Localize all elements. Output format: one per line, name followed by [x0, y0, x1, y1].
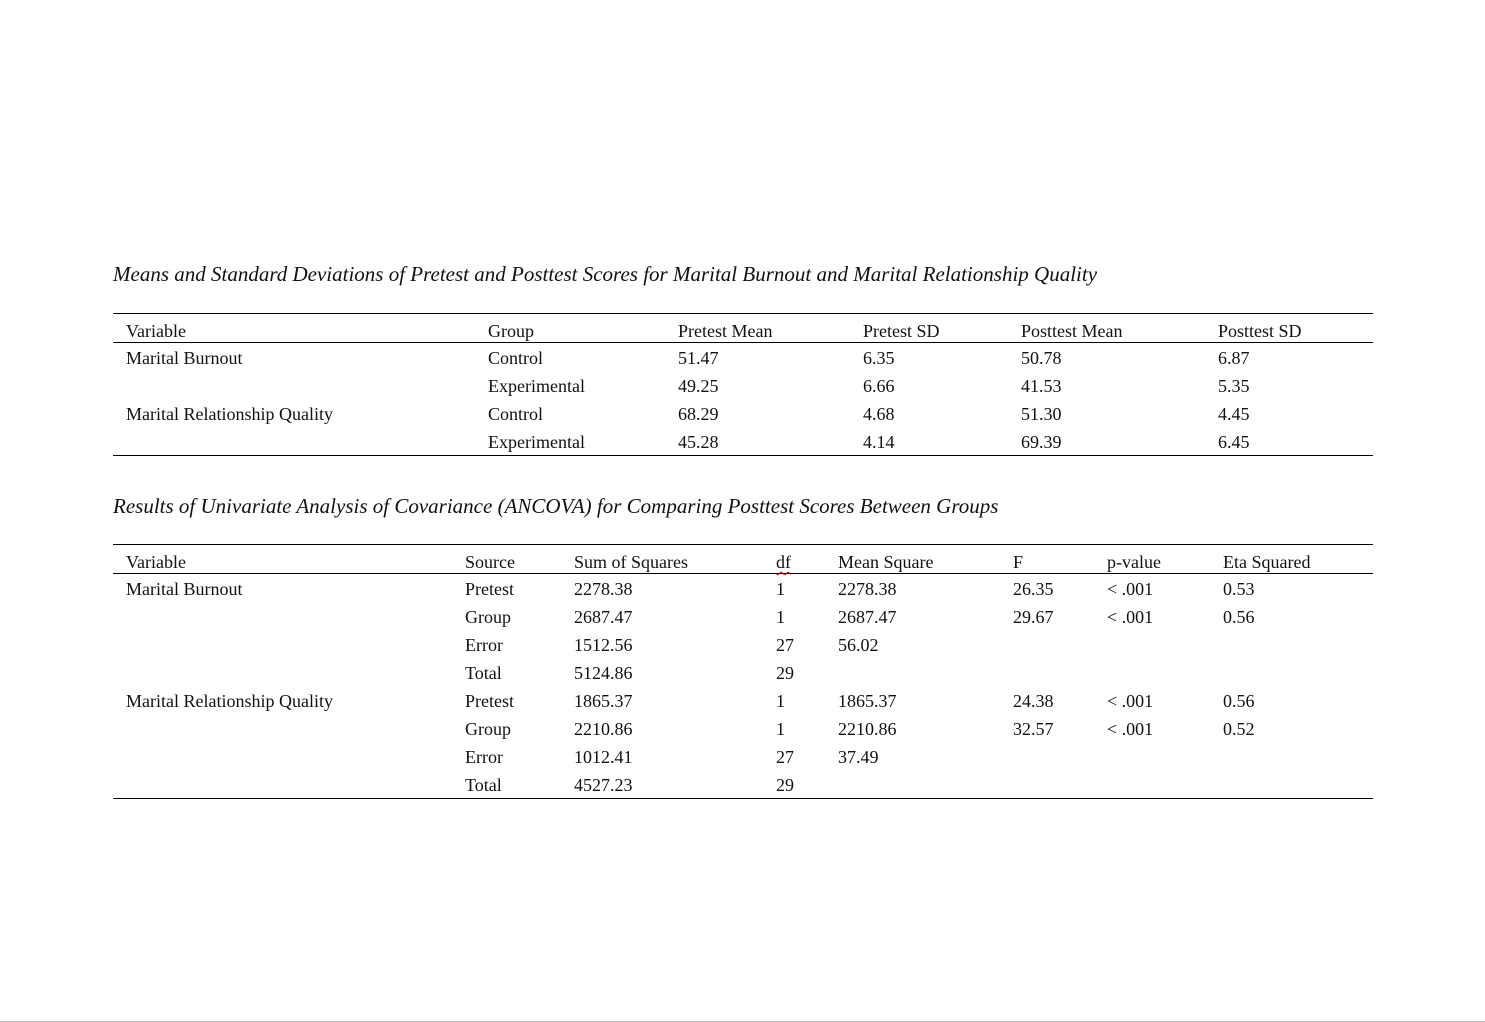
cell-source: Error: [465, 635, 503, 655]
cell-p-value: < .001: [1107, 579, 1154, 599]
cell-posttest-sd: 4.45: [1218, 404, 1250, 424]
cell-posttest-sd: 5.35: [1218, 376, 1250, 396]
cell-sum-of-squares: 2278.38: [574, 579, 633, 599]
column-header-variable: Variable: [126, 321, 186, 341]
cell-variable: Marital Burnout: [126, 579, 243, 599]
table-row: [113, 714, 1373, 742]
cell-p-value: < .001: [1107, 691, 1154, 711]
column-header-posttest-mean: Posttest Mean: [1021, 321, 1123, 341]
cell-source: Group: [465, 607, 511, 627]
cell-mean-square: 56.02: [838, 635, 879, 655]
cell-f: 26.35: [1013, 579, 1054, 599]
cell-pretest-sd: 6.35: [863, 348, 895, 368]
cell-group: Control: [488, 348, 544, 368]
cell-mean-square: 2687.47: [838, 607, 897, 627]
cell-pretest-mean: 51.47: [678, 348, 719, 368]
cell-pretest-sd: 4.68: [863, 404, 895, 424]
cell-pretest-mean: 49.25: [678, 376, 719, 396]
cell-df: 29: [776, 775, 794, 795]
cell-p-value: < .001: [1107, 607, 1154, 627]
cell-sum-of-squares: 1512.56: [574, 635, 633, 655]
ancova-table: [113, 544, 1373, 799]
column-header-group: Group: [488, 321, 534, 341]
column-header-pretest-sd: Pretest SD: [863, 321, 940, 341]
cell-df: 29: [776, 663, 794, 683]
table-row: [113, 630, 1373, 658]
cell-source: Pretest: [465, 691, 514, 711]
table-row: [113, 658, 1373, 686]
table1-caption: Means and Standard Deviations of Pretest and Posttest Scores for Marital Burnout and Marital Relationship Quality: [113, 262, 1098, 286]
cell-df: 1: [776, 719, 785, 739]
column-header-sum-of-squares: Sum of Squares: [574, 552, 688, 572]
cell-f: 24.38: [1013, 691, 1054, 711]
cell-sum-of-squares: 5124.86: [574, 663, 633, 683]
cell-pretest-sd: 6.66: [863, 376, 895, 396]
cell-sum-of-squares: 1012.41: [574, 747, 633, 767]
cell-posttest-mean: 41.53: [1021, 376, 1062, 396]
cell-posttest-mean: 51.30: [1021, 404, 1062, 424]
cell-posttest-mean: 69.39: [1021, 432, 1062, 452]
header-row: [113, 545, 1373, 574]
column-header-mean-square: Mean Square: [838, 552, 934, 572]
cell-group: Experimental: [488, 376, 585, 396]
cell-sum-of-squares: 1865.37: [574, 691, 633, 711]
table-row: [113, 427, 1373, 455]
cell-source: Group: [465, 719, 511, 739]
table-row: [113, 770, 1373, 798]
cell-df: 27: [776, 747, 794, 767]
table2-caption: Results of Univariate Analysis of Covariance (ANCOVA) for Comparing Posttest Scores Between Groups: [113, 494, 999, 518]
table-row: [113, 742, 1373, 770]
column-header-posttest-sd: Posttest SD: [1218, 321, 1302, 341]
cell-eta-squared: 0.52: [1223, 719, 1255, 739]
column-header-source: Source: [465, 552, 515, 572]
cell-posttest-mean: 50.78: [1021, 348, 1062, 368]
cell-df: 1: [776, 607, 785, 627]
cell-variable: Marital Relationship Quality: [126, 404, 333, 424]
column-header-pretest-mean: Pretest Mean: [678, 321, 773, 341]
cell-mean-square: 2278.38: [838, 579, 897, 599]
cell-posttest-sd: 6.87: [1218, 348, 1250, 368]
cell-eta-squared: 0.56: [1223, 691, 1255, 711]
cell-group: Experimental: [488, 432, 585, 452]
cell-posttest-sd: 6.45: [1218, 432, 1250, 452]
cell-f: 32.57: [1013, 719, 1054, 739]
cell-df: 1: [776, 579, 785, 599]
cell-sum-of-squares: 2210.86: [574, 719, 633, 739]
cell-sum-of-squares: 2687.47: [574, 607, 633, 627]
table-row: [113, 343, 1373, 371]
cell-source: Error: [465, 747, 503, 767]
table-row: [113, 602, 1373, 630]
table-row: [113, 371, 1373, 399]
cell-df: 1: [776, 691, 785, 711]
column-header-df: df: [776, 552, 791, 572]
cell-variable: Marital Burnout: [126, 348, 243, 368]
cell-p-value: < .001: [1107, 719, 1154, 739]
column-header-eta-squared: Eta Squared: [1223, 552, 1311, 572]
cell-pretest-mean: 45.28: [678, 432, 719, 452]
header-row: [113, 314, 1373, 343]
cell-source: Total: [465, 663, 502, 683]
cell-group: Control: [488, 404, 544, 424]
table-row: [113, 574, 1373, 602]
cell-pretest-sd: 4.14: [863, 432, 895, 452]
table-row: [113, 686, 1373, 714]
column-header-p-value: p-value: [1107, 552, 1161, 572]
cell-eta-squared: 0.56: [1223, 607, 1255, 627]
cell-variable: Marital Relationship Quality: [126, 691, 333, 711]
cell-sum-of-squares: 4527.23: [574, 775, 633, 795]
means-sd-table: [113, 313, 1373, 456]
cell-mean-square: 2210.86: [838, 719, 897, 739]
cell-df: 27: [776, 635, 794, 655]
cell-eta-squared: 0.53: [1223, 579, 1255, 599]
cell-source: Total: [465, 775, 502, 795]
column-header-f: F: [1013, 552, 1024, 572]
column-header-variable: Variable: [126, 552, 186, 572]
cell-mean-square: 37.49: [838, 747, 879, 767]
cell-source: Pretest: [465, 579, 514, 599]
cell-mean-square: 1865.37: [838, 691, 897, 711]
cell-f: 29.67: [1013, 607, 1054, 627]
cell-pretest-mean: 68.29: [678, 404, 719, 424]
table-row: [113, 399, 1373, 427]
